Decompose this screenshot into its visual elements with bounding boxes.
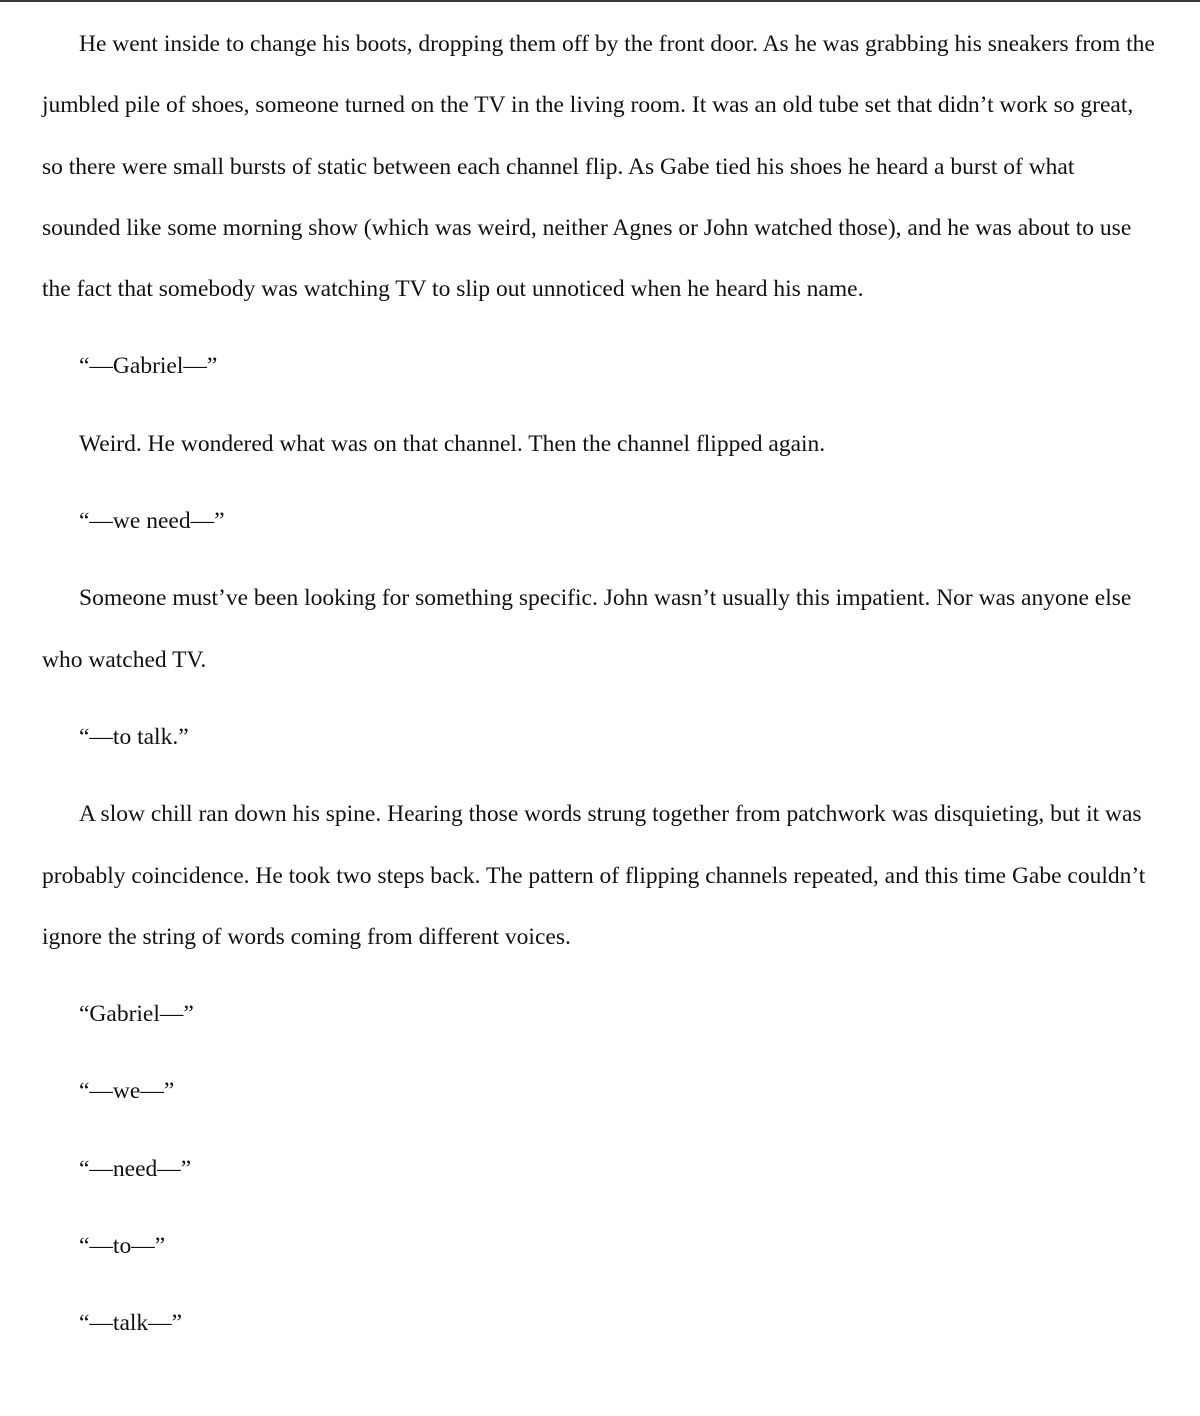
dialogue-line-2: “—we need—” [79, 508, 225, 535]
dialogue-line-5: “—we—” [79, 1078, 175, 1105]
dialogue-line-3: “—to talk.” [79, 723, 189, 750]
dialogue-line-8: “—talk—” [79, 1310, 183, 1337]
document-page [42, 14, 1158, 1355]
paragraph-3: Someone must’ve been looking for something specific. John wasn’t usually this impatient. Nor was anyone else who watched TV. [42, 585, 1132, 673]
paragraph-4: A slow chill ran down his spine. Hearing those words strung together from patchwork was disquieting, but it was probably coincidence. He took two steps back. The pattern of flipping channels repeated, and this time Gabe couldn’t ignore the string of words coming from different voices. [42, 801, 1146, 950]
dialogue-line-4: “Gabriel—” [79, 1001, 194, 1028]
dialogue-line-7: “—to—” [79, 1233, 166, 1260]
paragraph-2: Weird. He wondered what was on that channel. Then the channel flipped again. [79, 430, 826, 457]
dialogue-line-6: “—need—” [79, 1155, 192, 1182]
dialogue-line-1: “—Gabriel—” [79, 353, 218, 380]
top-border [0, 0, 1200, 2]
paragraph-1: He went inside to change his boots, dropping them off by the front door. As he was grabbing his sneakers from the jumbled pile of shoes, someone turned on the TV in the living room. It was an old tube set that didn’t work so great, so there were small bursts of static between each channel flip. As Gabe tied his shoes he heard a burst of what sounded like some morning show (which was weird, neither Agnes or John watched those), and he was about to use the fact that somebody was watching TV to slip out unnoticed when he heard his name. [42, 31, 1155, 303]
